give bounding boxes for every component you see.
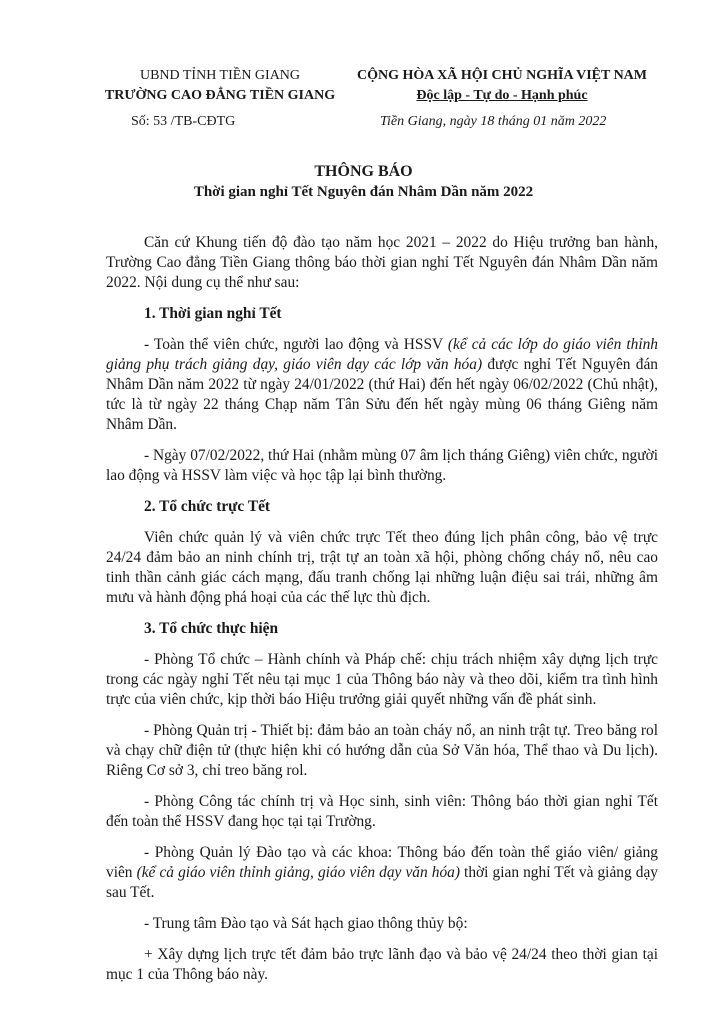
section-2-heading: 2. Tổ chức trực Tết (144, 498, 271, 515)
text-run: được nghỉ Tết Nguyên đán Nhâm Dần năm 2022 từ ngày 24/01/2022 (thứ Hai) đến hết ngày 06/02/2022 (Chủ nhật), tức là từ ngày 22 tháng Chạp năm Tân Sửu đến hết ngày mùng 06 tháng Giêng năm Nhâm Dần. (106, 356, 658, 433)
section-3-heading: 3. Tổ chức thực hiện (144, 620, 279, 637)
text-run: - Toàn thể viên chức, người lao động và HSSV (144, 336, 448, 353)
section-3-paragraph-3: - Phòng Công tác chính trị và Học sinh, sinh viên: Thông báo thời gian nghỉ Tết đến toàn thể HSSV đang học tại tại Trường. (106, 793, 658, 830)
document-date: Tiền Giang, ngày 18 tháng 01 năm 2022 (380, 114, 607, 129)
section-3-paragraph-2: - Phòng Quản trị - Thiết bị: đảm bảo an toàn cháy nổ, an ninh trật tự. Treo băng rol và chạy chữ điện tử (thực hiện khi có hướng dẫn của Sở Văn hóa, Thể thao và Du lịch). Riêng Cơ sở 3, chỉ treo băng rol. (106, 722, 658, 779)
section-1-heading: 1. Thời gian nghỉ Tết (144, 305, 282, 322)
section-1-paragraph-2: - Ngày 07/02/2022, thứ Hai (nhằm mùng 07 âm lịch tháng Giêng) viên chức, người lao động và HSSV làm việc và học tập lại bình thường. (106, 447, 658, 484)
issuer-block (100, 66, 340, 106)
national-motto: Độc lập - Tự do - Hạnh phúc (416, 88, 588, 103)
national-header (352, 66, 652, 106)
document-subtitle: Thời gian nghỉ Tết Nguyên đán Nhâm Dần năm 2022 (193, 184, 534, 200)
document-number: Số: 53 /TB-CĐTG (131, 114, 236, 129)
school-name: TRƯỜNG CAO ĐẲNG TIỀN GIANG (104, 88, 336, 103)
section-1-paragraph-1 (106, 335, 658, 435)
province-name: UBND TỈNH TIỀN GIANG (139, 68, 301, 83)
document-title: THÔNG BÁO (314, 163, 413, 180)
document-body (106, 233, 658, 996)
text-run: - Phòng Quản lý Đào tạo và các khoa: Thông báo đến toàn thể giáo viên/ giảng viên (106, 844, 658, 881)
republic-name: CỘNG HÒA XÃ HỘI CHỦ NGHĨA VIỆT NAM (356, 68, 647, 83)
section-2-paragraph-1: Viên chức quản lý và viên chức trực Tết theo đúng lịch phân công, bảo vệ trực 24/24 đảm bảo an ninh chính trị, trật tự an toàn xã hội, phòng chống cháy nổ, nêu cao tinh thần cảnh giác cách mạng, đấu tranh chống lại những luận điệu sai trái, những âm mưu và hành động phá hoại của các thế lực thù địch. (106, 529, 658, 606)
italic-run: (kể cả giáo viên thỉnh giảng, giáo viên dạy văn hóa) (136, 864, 460, 881)
section-3-paragraph-4 (106, 843, 658, 903)
italic-run: (kể cả các lớp do giáo viên thỉnh giảng phụ trách giảng dạy, giáo viên dạy các lớp văn hóa) (106, 336, 658, 373)
text-run: thời gian nghỉ Tết và giảng dạy sau Tết. (106, 864, 658, 901)
intro-paragraph: Căn cứ Khung tiến độ đào tạo năm học 2021 – 2022 do Hiệu trưởng ban hành, Trường Cao đẳng Tiền Giang thông báo thời gian nghỉ Tết Nguyên đán Nhâm Dần năm 2022. Nội dung cụ thể như sau: (106, 234, 658, 291)
section-3-paragraph-6: + Xây dựng lịch trực tết đảm bảo trực lãnh đạo và bảo vệ 24/24 theo thời gian tại mục 1 của Thông báo này. (106, 946, 658, 983)
section-3-paragraph-1: - Phòng Tổ chức – Hành chính và Pháp chế: chịu trách nhiệm xây dựng lịch trực trong các ngày nghỉ Tết nêu tại mục 1 của Thông báo này và theo dõi, kiểm tra tình hình trực của viên chức, kịp thời báo Hiệu trưởng giải quyết những vấn đề phát sinh. (106, 651, 658, 708)
section-3-paragraph-5: - Trung tâm Đào tạo và Sát hạch giao thông thủy bộ: (144, 915, 468, 932)
